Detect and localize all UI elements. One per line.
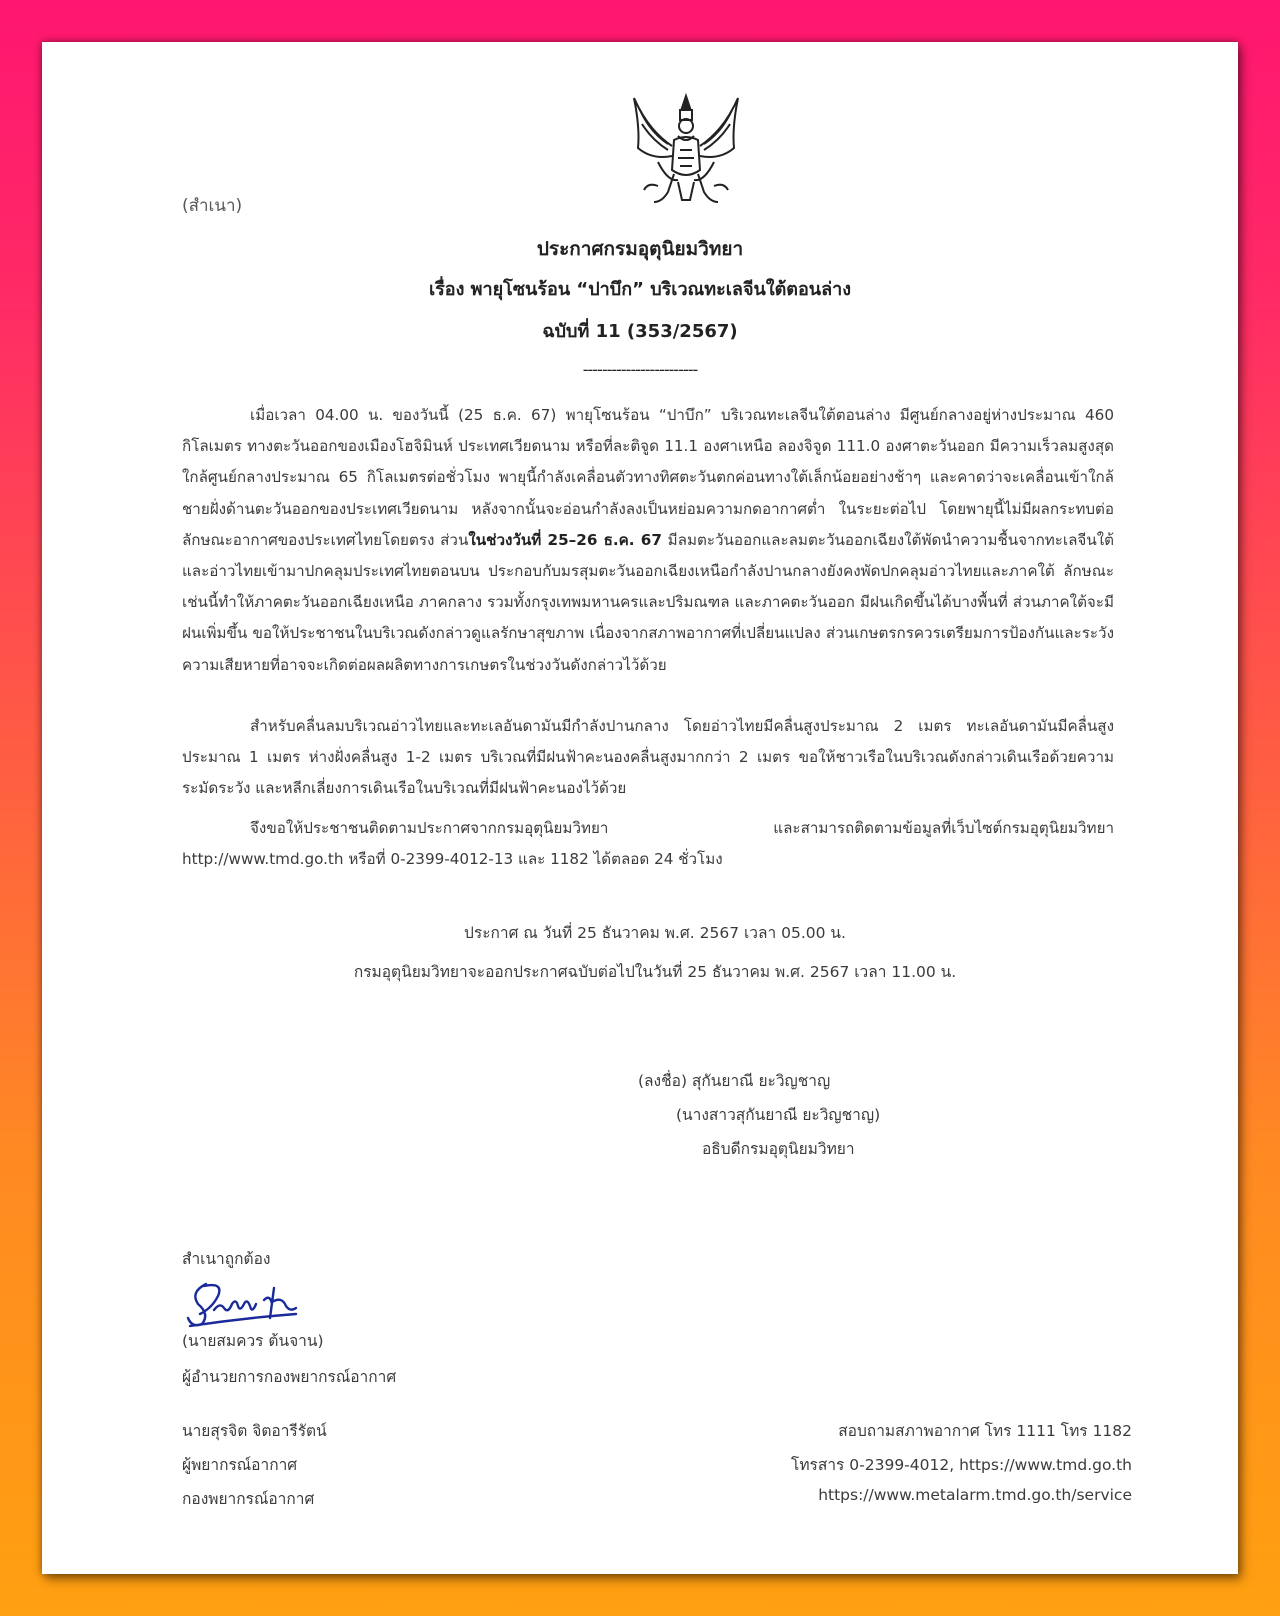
announcement-subject: เรื่อง พายุโซนร้อน “ปาบึก” บริเวณทะเลจีนใต้ตอนล่าง [428,279,852,300]
paragraph-bold-date-range: ในช่วงวันที่ 25–26 ธ.ค. 67 [468,530,662,549]
announcement-issue: ฉบับที่ 11 (353/2567) [542,321,738,342]
contact-fax-web: โทรสาร 0-2399-4012, https://www.tmd.go.th [791,1456,1132,1474]
announcement-date: ประกาศ ณ วันที่ 25 ธันวาคม พ.ศ. 2567 เวลา 05.00 น. [464,924,846,942]
paragraph-storm-details [182,400,1114,681]
paragraph-follow-text: จึงขอให้ประชาชนติดตามประกาศจากกรมอุตุนิยมวิทยา และสามารถติดตามข้อมูลที่เว็บไซต์กรมอุตุนิยมวิทยา http://www.tmd.go.th หรือที่ 0-2399-4012-13 และ 1182 ได้ตลอด 24 ชั่วโมง [182,819,1114,869]
certified-copy-label: สำเนาถูกต้อง [182,1250,271,1268]
forecaster-name: นายสุรจิต จิตอารีรัตน์ [182,1422,327,1440]
copy-label: (สำเนา) [182,196,243,216]
handwritten-signature-icon [184,1274,302,1330]
paragraph-storm-details-cont: มีลมตะวันออกและลมตะวันออกเฉียงใต้พัดนำความชื้นจากทะเลจีนใต้และอ่าวไทยเข้ามาปกคลุมประเทศไทยตอนบน ประกอบกับมรสุมตะวันออกเฉียงเหนือกำลังปานกลางยังคงพัดปกคลุมอ่าวไทยและภาคใต้ ลักษณะเช่นนี้ทำให้ภาคตะวันออกเฉียงเหนือ ภาคกลาง รวมทั้งกรุงเทพมหานครและปริมณฑล และภาคตะวันออก มีฝนเกิดขึ้นได้บางพื้นที่ ส่วนภาคใต้จะมีฝนเพิ่มขึ้น ขอให้ประชาชนในบริเวณดังกล่าวดูแลรักษาสุขภาพ เนื่องจากสภาพอากาศที่เปลี่ยนแปลง ส่วนเกษตรกรควรเตรียมการป้องกันและระวังความเสียหายที่อาจจะเกิดต่อผลผลิตทางการเกษตรในช่วงวันดังกล่าวไว้ด้วย [182,530,1114,674]
signatory-full-name: (นางสาวสุกันยาณี ยะวิญชาญ) [676,1106,881,1124]
title-separator: ------------------------ [582,360,698,379]
contact-phone: สอบถามสภาพอากาศ โทร 1111 โทร 1182 [838,1422,1132,1440]
forecaster-division: กองพยากรณ์อากาศ [182,1490,315,1508]
paragraph-storm-details-text: เมื่อเวลา 04.00 น. ของวันนี้ (25 ธ.ค. 67) พายุโซนร้อน “ปาบึก” บริเวณทะเลจีนใต้ตอนล่าง มีศูนย์กลางอยู่ห่างประมาณ 460 กิโลเมตร ทางตะวันออกของเมืองโฮจิมินห์ ประเทศเวียดนาม หรือที่ละติจูด 11.1 องศาเหนือ ลองจิจูด 111.0 องศาตะวันออก มีความเร็วลมสูงสุดใกล้ศูนย์กลางประมาณ 65 กิโลเมตรต่อชั่วโมง พายุนี้กำลังเคลื่อนตัวทางทิศตะวันตกค่อนทางใต้เล็กน้อยอย่างช้าๆ และคาดว่าจะเคลื่อนเข้าใกล้ชายฝั่งด้านตะวันออกของประเทศเวียดนาม หลังจากนั้นจะอ่อนกำลังลงเป็นหย่อมความกดอากาศต่ำ ในระยะต่อไป โดยพายุนี้ไม่มีผลกระทบต่อลักษณะอากาศของประเทศไทยโดยตรง ส่วน [182,406,1114,549]
certified-position: ผู้อำนวยการกองพยากรณ์อากาศ [182,1368,397,1386]
garuda-emblem-icon [628,90,744,210]
announcement-title: ประกาศกรมอุตุนิยมวิทยา [536,238,744,260]
signatory-position: อธิบดีกรมอุตุนิยมวิทยา [702,1140,855,1158]
announcement-paper [42,42,1238,1574]
paragraph-wave-conditions [182,711,1114,805]
next-issue-notice: กรมอุตุนิยมวิทยาจะออกประกาศฉบับต่อไปในวันที่ 25 ธันวาคม พ.ศ. 2567 เวลา 11.00 น. [353,963,957,981]
contact-service-url: https://www.metalarm.tmd.go.th/service [818,1486,1132,1504]
paragraph-wave-text: สำหรับคลื่นลมบริเวณอ่าวไทยและทะเลอันดามันมีกำลังปานกลาง โดยอ่าวไทยมีคลื่นสูงประมาณ 2 เมตร ทะเลอันดามันมีคลื่นสูงประมาณ 1 เมตร ห่างฝั่งคลื่นสูง 1-2 เมตร บริเวณที่มีฝนฟ้าคะนองคลื่นสูงมากกว่า 2 เมตร ขอให้ชาวเรือในบริเวณดังกล่าวเดินเรือด้วยความระมัดระวัง และหลีกเลี่ยงการเดินเรือในบริเวณที่มีฝนฟ้าคะนองไว้ด้วย [182,717,1114,798]
certified-name: (นายสมควร ต้นจาน) [182,1332,324,1350]
paragraph-follow-updates [182,813,1114,875]
forecaster-position: ผู้พยากรณ์อากาศ [182,1456,298,1474]
signatory-signed: (ลงชื่อ) สุกันยาณี ยะวิญชาญ [638,1072,831,1090]
